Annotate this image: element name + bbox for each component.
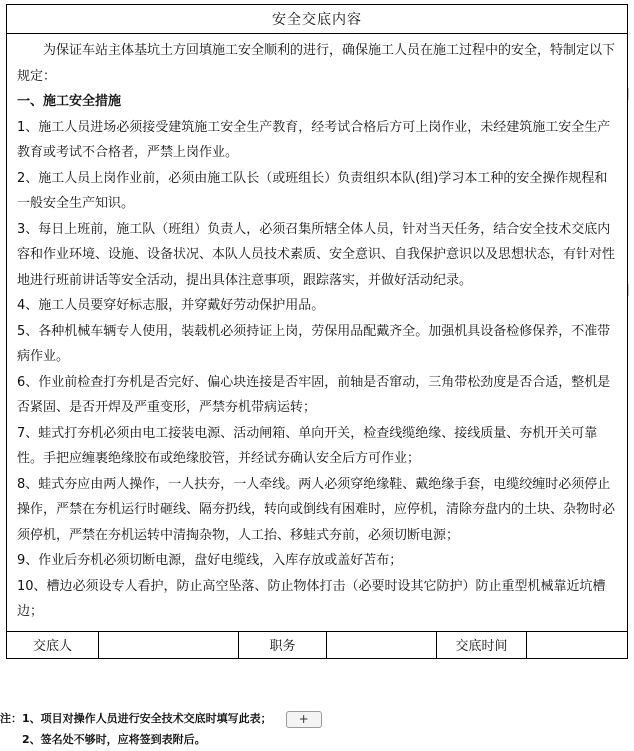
rule-item: 3、每日上班前，施工队（班组）负责人，必须召集所辖全体人员，针对当天任务，结合安全技术交底内容和作业环境、设施、设备状况、本队人员技术素质、安全意识、自我保护意识以及思想状态，有针对性地进行班前讲话等安全活动，提出具体注意事项，跟踪落实，并做好活动纪录。 [17,221,616,288]
briefing-content [7,34,627,631]
rule-item: 1、施工人员进场必须接受建筑施工安全生产教育，经考试合格后方可上岗作业，未经建筑施工安全生产教育或考试不合格者，严禁上岗作业。 [17,119,611,160]
form-title: 安全交底内容 [7,5,627,34]
position-label: 职务 [239,632,327,658]
section-heading: 一、施工安全措施 [17,94,122,109]
rule-item: 8、蛙式夯应由两人操作，一人扶夯，一人牵线。两人必须穿绝缘鞋、戴绝缘手套，电缆绞缠时必须停止操作，严禁在夯机运行时砸线、隔夯扔线，转向或倒线有困难时，应停机，清除夯盘内的土块、杂物时必须停机，严禁在夯机运转中清掏杂物，人工抬、移蛙式夯前，必须切断电源； [17,476,616,543]
signature-row [7,631,627,658]
safety-briefing-form [6,4,628,659]
footnote-1: 注：1、项目对操作人员进行安全技术交底时填写此表； [0,712,272,725]
rule-item: 2、施工人员上岗作业前，必须由施工队长（或班组长）负责组织本队(组)学习本工种的安全操作规程和一般安全生产知识。 [17,170,608,211]
intro-paragraph: 为保证车站主体基坑土方回填施工安全顺利的进行，确保施工人员在施工过程中的安全，特制定以下规定： [17,43,616,84]
handover-time-field[interactable] [527,632,627,658]
add-button[interactable]: + [286,711,322,728]
rule-item: 9、作业后夯机必须切断电源，盘好电缆线，入库存放或盖好苫布； [17,553,403,568]
rule-item: 10、槽边必须设专人看护，防止高空坠落、防止物体打击（必要时设其它防护）防止重型机械靠近坑槽边； [17,578,606,619]
handover-person-field[interactable] [99,632,239,658]
rule-item: 4、施工人员要穿好标志服，并穿戴好劳动保护用品。 [17,298,325,313]
scroll-edge-mark [628,88,633,100]
scroll-edge-mark [628,284,633,296]
handover-person-label: 交底人 [7,632,99,658]
position-field[interactable] [327,632,437,658]
footnote-2: 2、签名处不够时，应将签到表附后。 [22,733,206,746]
rule-item: 5、各种机械车辆专人使用，装载机必须持证上岗，劳保用品配戴齐全。加强机具设备检修保养，不准带病作业。 [17,323,611,364]
footnote-1-line [0,708,322,729]
footnotes [0,708,322,750]
rule-item: 6、作业前检查打夯机是否完好、偏心块连接是否牢固，前轴是否窜动，三角带松劲度是否合适，整机是否紧固、是否开焊及严重变形，严禁夯机带病运转； [17,374,611,415]
rule-item: 7、蛙式打夯机必须由电工接装电源、活动闸箱、单向开关，检查线缆绝缘、接线质量、夯机开关可靠性。手把应缠裹绝缘胶布或绝缘胶管，并经试夯确认安全后方可作业； [17,425,598,466]
handover-time-label: 交底时间 [437,632,527,658]
